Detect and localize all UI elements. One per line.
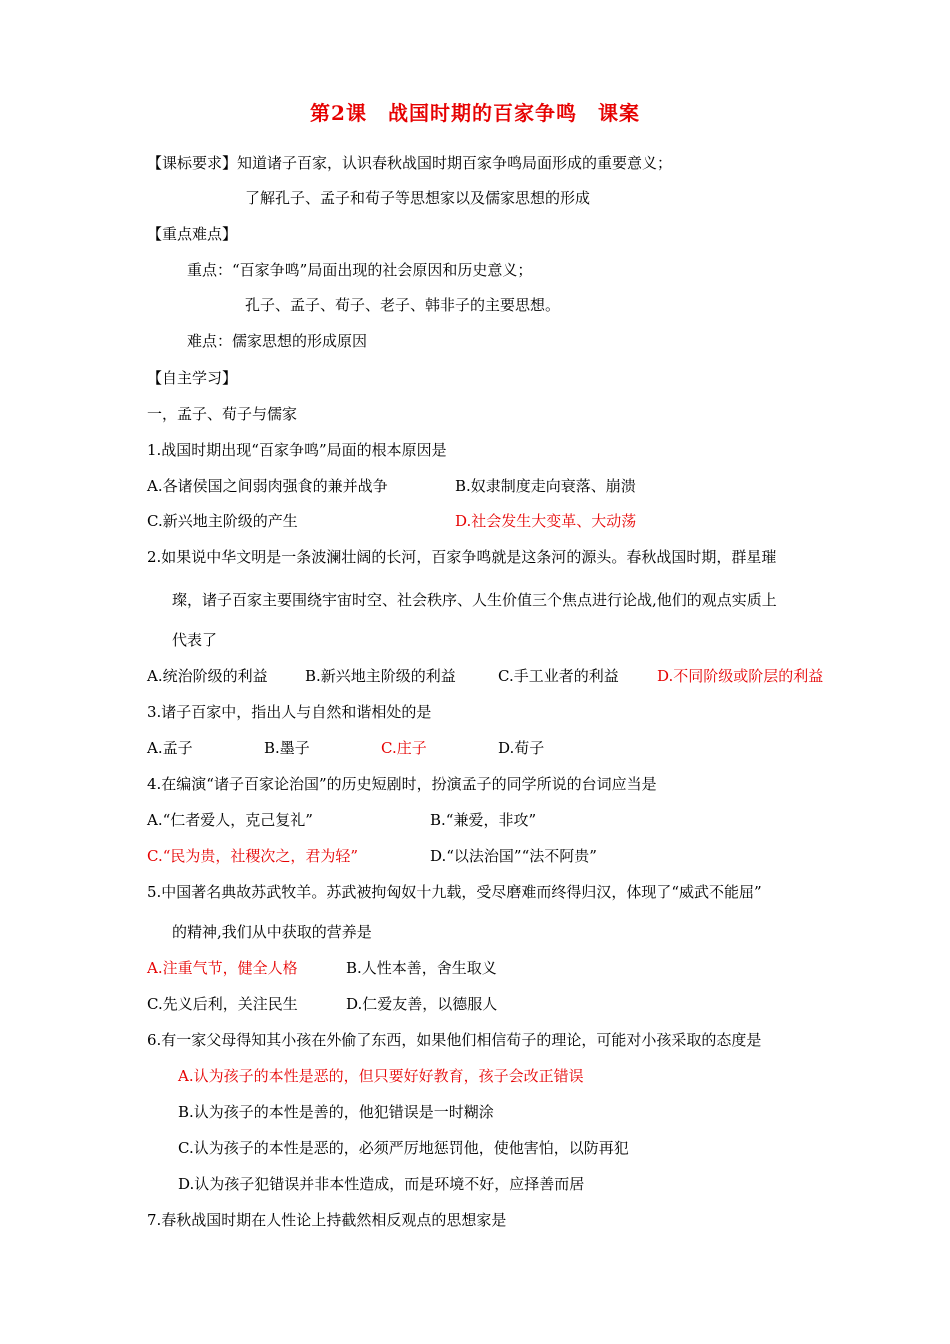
question-2-stem-3: 代表了: [172, 631, 218, 649]
focus-label: 重点：: [187, 261, 233, 279]
question-3-option-d: D.荀子: [498, 739, 545, 757]
question-3-option-b: B.墨子: [264, 739, 310, 757]
requirements-text-2: 了解孔子、孟子和荀子等思想家以及儒家思想的形成: [245, 189, 591, 207]
question-6-option-b: B.认为孩子的本性是善的，他犯错误是一时糊涂: [178, 1103, 494, 1121]
question-6-stem: 6.有一家父母得知其小孩在外偷了东西，如果他们相信荀子的理论，可能对小孩采取的态度是: [147, 1031, 762, 1049]
key-points-label: 【重点难点】: [147, 225, 238, 243]
question-7-stem: 7.春秋战国时期在人性论上持截然相反观点的思想家是: [147, 1211, 507, 1229]
question-2-option-a: A.统治阶级的利益: [147, 667, 268, 685]
question-5-stem-2: 的精神,我们从中获取的营养是: [172, 923, 372, 941]
question-5-answer: A.注重气节，健全人格: [147, 959, 298, 977]
self-study-label: 【自主学习】: [147, 369, 238, 387]
question-5-option-d: D.仁爱友善，以德服人: [346, 995, 498, 1013]
question-3-option-a: A.孟子: [147, 739, 193, 757]
question-1-option-a: A.各诸侯国之间弱肉强食的兼并战争: [147, 477, 388, 495]
difficulty-line: 难点：儒家思想的形成原因: [187, 332, 368, 350]
question-2-stem-1: 2.如果说中华文明是一条波澜壮阔的长河，百家争鸣就是这条河的源头。春秋战国时期，群星璀: [147, 548, 777, 566]
question-6-option-d: D.认为孩子犯错误并非本性造成，而是环境不好，应择善而居: [178, 1175, 585, 1193]
requirements-label: 【课标要求】: [147, 154, 238, 172]
question-3-stem: 3.诸子百家中，指出人与自然和谐相处的是: [147, 703, 432, 721]
focus-line-1: [187, 260, 532, 280]
question-5-option-b: B.人性本善，舍生取义: [346, 959, 497, 977]
question-4-option-d: D.“以法治国”“法不阿贵”: [430, 847, 597, 865]
question-4-stem: 4.在编演“诸子百家论治国”的历史短剧时，扮演孟子的同学所说的台词应当是: [147, 775, 657, 793]
focus-text-2: 孔子、孟子、荀子、老子、韩非子的主要思想。: [245, 296, 561, 314]
question-5-stem-1: 5.中国著名典故苏武牧羊。苏武被拘匈奴十九载，受尽磨难而终得归汉，体现了“威武不能屈”: [147, 883, 762, 901]
requirements-line-1: [147, 153, 672, 173]
question-4-option-a: A.“仁者爱人，克己复礼”: [147, 811, 313, 829]
focus-text-1: “百家争鸣”局面出现的社会原因和历史意义；: [232, 261, 533, 279]
question-6-answer: A.认为孩子的本性是恶的，但只要好好教育，孩子会改正错误: [178, 1067, 584, 1085]
question-2-option-b: B.新兴地主阶级的利益: [305, 667, 456, 685]
question-4-answer: C.“民为贵，社稷次之，君为轻”: [147, 847, 359, 865]
question-2-stem-2: 璨，诸子百家主要围绕宇宙时空、社会秩序、人生价值三个焦点进行论战,他们的观点实质上: [172, 591, 777, 609]
question-1-answer: D.社会发生大变革、大动荡: [455, 512, 637, 530]
question-5-option-c: C.先义后利，关注民生: [147, 995, 298, 1013]
question-2-answer: D.不同阶级或阶层的利益: [657, 667, 824, 685]
section-heading: 一，孟子、荀子与儒家: [147, 405, 298, 423]
question-1-stem: 1.战国时期出现“百家争鸣”局面的根本原因是: [147, 441, 447, 459]
question-1-option-b: B.奴隶制度走向衰落、崩溃: [455, 477, 636, 495]
question-1-option-c: C.新兴地主阶级的产生: [147, 512, 298, 530]
question-2-option-c: C.手工业者的利益: [498, 667, 619, 685]
question-6-option-c: C.认为孩子的本性是恶的，必须严厉地惩罚他，使他害怕，以防再犯: [178, 1139, 629, 1157]
page-title: 第2课 战国时期的百家争鸣 课案: [310, 101, 640, 125]
question-4-option-b: B.“兼爱，非攻”: [430, 811, 537, 829]
requirements-text-1: 知道诸子百家，认识春秋战国时期百家争鸣局面形成的重要意义；: [237, 154, 673, 172]
question-3-answer: C.庄子: [381, 739, 427, 757]
